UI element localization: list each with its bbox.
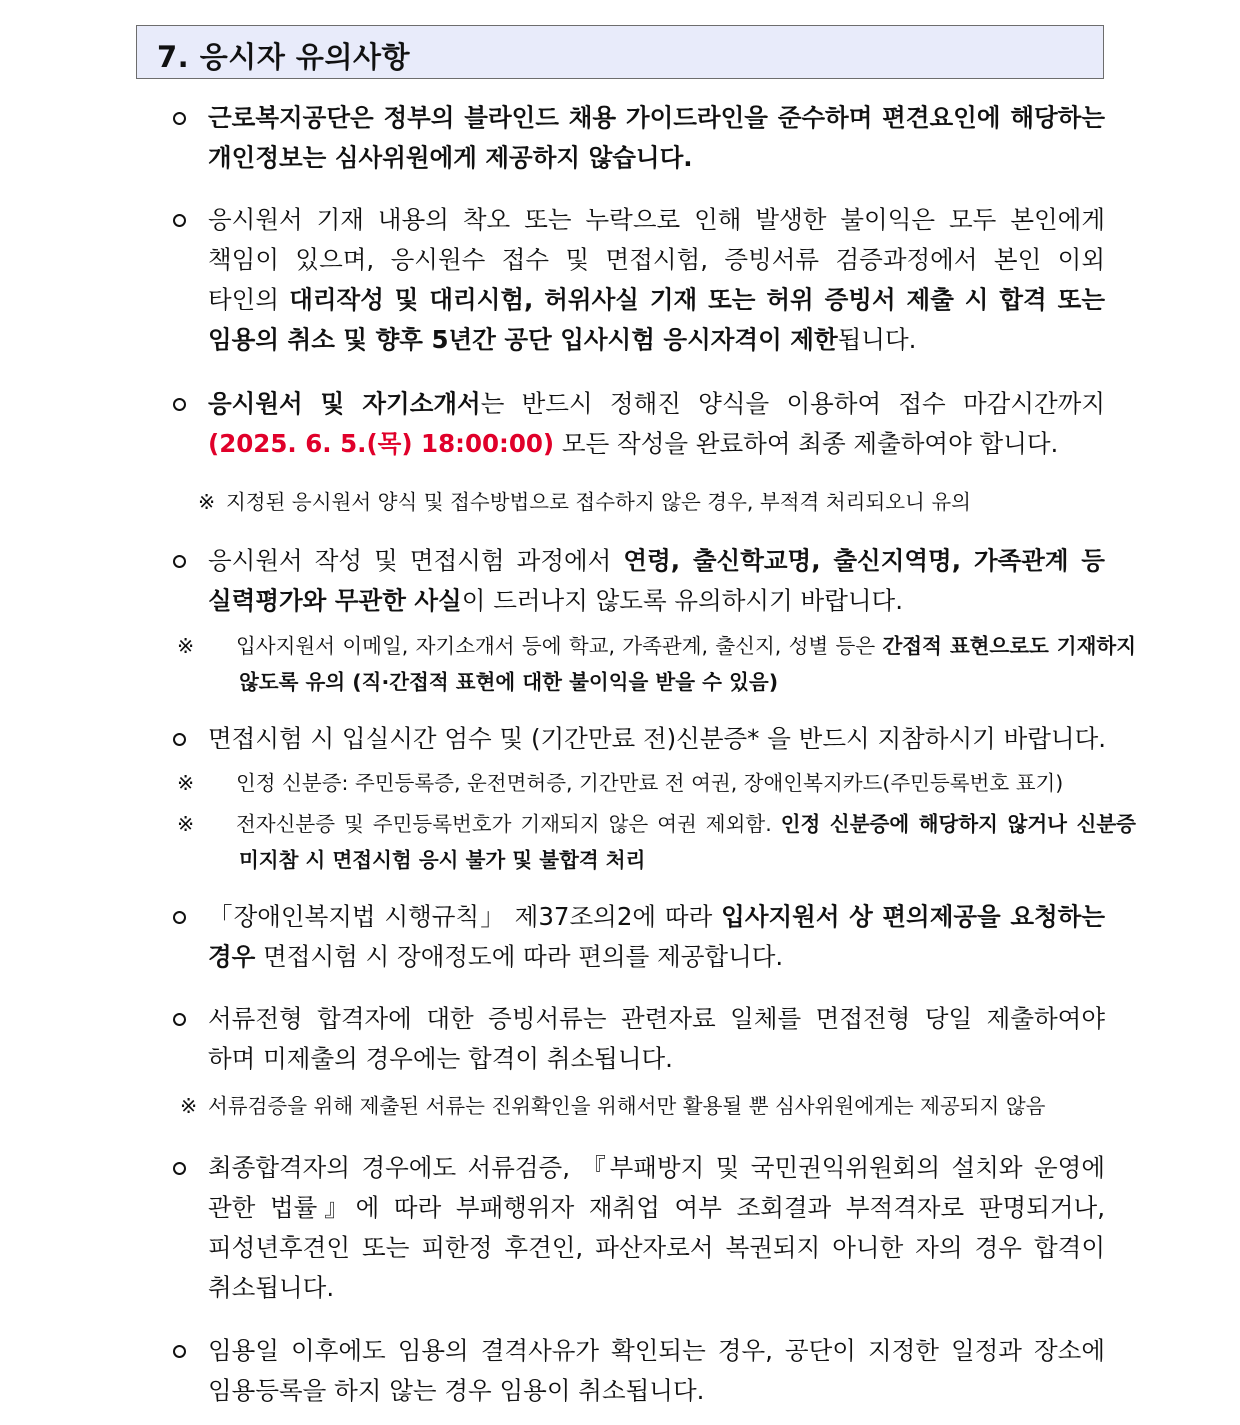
notice-text (208, 200, 1105, 360)
reference-mark: ※ (198, 490, 216, 514)
circle-bullet-icon (173, 555, 186, 568)
notice-text (208, 897, 1105, 977)
plain-text: 전자신분증 및 주민등록번호가 기재되지 않은 여권 제외함. (236, 812, 781, 836)
plain-text: 「장애인복지법 시행규칙」 제37조의2에 따라 (208, 902, 722, 931)
reference-mark: ※ (177, 634, 195, 658)
note-5 (180, 1088, 1100, 1124)
notice-text (208, 98, 1105, 178)
circle-bullet-icon (173, 112, 186, 125)
circle-bullet-icon (173, 1345, 186, 1358)
circle-bullet-icon (173, 214, 186, 227)
note-text (236, 771, 1063, 795)
plain-text: 됩니다. (837, 325, 917, 354)
circle-bullet-icon (173, 1162, 186, 1175)
reference-mark: ※ (177, 812, 195, 836)
circle-bullet-icon (173, 1013, 186, 1026)
note-text (226, 490, 971, 514)
plain-text: 서류검증을 위해 제출된 서류는 진위확인을 위해서만 활용될 뿐 심사위원에게는 제공되지 않음 (208, 1094, 1046, 1118)
section-header (136, 25, 1104, 79)
note-text (236, 812, 1136, 872)
circle-bullet-icon (173, 398, 186, 411)
section-title: 7. 응시자 유의사항 (157, 40, 410, 74)
note-text (236, 634, 1136, 694)
emphasis-text: 응시원서 및 자기소개서 (208, 389, 481, 418)
reference-mark: ※ (180, 1094, 198, 1118)
note-1 (198, 484, 1078, 520)
emphasis-text: 간접적 표현으로도 기재하지 않도록 유의 (직·간접적 표현에 대한 불이익을 받을 수 있음) (239, 634, 1136, 694)
emphasis-text: 입사지원서 상 편의제공을 요청하는 경우 (208, 902, 1105, 971)
note-4 (177, 806, 1136, 878)
notice-text (208, 719, 1105, 759)
note-text (208, 1094, 1045, 1118)
emphasis-text: 근로복지공단은 정부의 블라인드 채용 가이드라인을 준수하며 편견요인에 해당하는 개인정보는 심사위원에게 제공하지 않습니다. (208, 103, 1105, 172)
plain-text: 이 드러나지 않도록 유의하시기 바랍니다. (461, 586, 904, 615)
plain-text: 모든 작성을 완료하여 최종 제출하여야 합니다. (554, 429, 1059, 458)
circle-bullet-icon (173, 911, 186, 924)
notice-text (208, 541, 1105, 621)
note-3 (177, 765, 1136, 801)
notice-text (208, 1148, 1105, 1308)
notice-text (208, 999, 1105, 1079)
circle-bullet-icon (173, 733, 186, 746)
plain-text: 지정된 응시원서 양식 및 접수방법으로 접수하지 않은 경우, 부적격 처리되오니 유의 (226, 490, 971, 514)
emphasis-text: 대리작성 및 대리시험, 허위사실 기재 또는 허위 증빙서 제출 시 합격 또는 임용의 취소 및 향후 5년간 공단 입사시험 응시자격이 제한 (208, 285, 1105, 354)
plain-text: 임용일 이후에도 임용의 결격사유가 확인되는 경우, 공단이 지정한 일정과 장소에 임용등록을 하지 않는 경우 임용이 취소됩니다. (208, 1336, 1105, 1405)
plain-text: 면접시험 시 장애정도에 따라 편의를 제공합니다. (255, 942, 784, 971)
plain-text: 서류전형 합격자에 대한 증빙서류는 관련자료 일체를 면접전형 당일 제출하여야 하며 미제출의 경우에는 합격이 취소됩니다. (208, 1004, 1105, 1073)
reference-mark: ※ (177, 771, 195, 795)
plain-text: 응시원서 작성 및 면접시험 과정에서 (208, 546, 624, 575)
plain-text: 입사지원서 이메일, 자기소개서 등에 학교, 가족관계, 출신지, 성별 등은 (236, 634, 883, 658)
plain-text: 는 반드시 정해진 양식을 이용하여 접수 마감시간까지 (480, 389, 1105, 418)
deadline-highlight: (2025. 6. 5.(목) 18:00:00) (208, 429, 555, 458)
plain-text: 최종합격자의 경우에도 서류검증, 『부패방지 및 국민권익위원회의 설치와 운영에 관한 법률』에 따라 부패행위자 재취업 여부 조회결과 부적격자로 판명되거나, 피성년후견인 또는 피한정 후견인, 파산자로서 복권되지 아니한 자의 경우 합격이 취소됩니다. (208, 1153, 1105, 1302)
plain-text: 응시원서 기재 내용의 착오 또는 누락으로 인해 발생한 불이익은 모두 본인에게 책임이 있으며, 응시원수 접수 및 면접시험, 증빙서류 검증과정에서 본인 이외 타인의 (208, 205, 1105, 314)
notice-text (208, 384, 1105, 464)
note-2 (177, 628, 1136, 700)
notice-text (208, 1331, 1105, 1411)
plain-text: 인정 신분증: 주민등록증, 운전면허증, 기간만료 전 여권, 장애인복지카드(주민등록번호 표기) (236, 771, 1064, 795)
emphasis-text: 연령, 출신학교명, 출신지역명, 가족관계 등 실력평가와 무관한 사실 (208, 546, 1105, 615)
emphasis-text: 인정 신분증에 해당하지 않거나 신분증 미지참 시 면접시험 응시 불가 및 불합격 처리 (239, 812, 1136, 872)
plain-text: 면접시험 시 입실시간 엄수 및 (기간만료 전)신분증* 을 반드시 지참하시기 바랍니다. (208, 724, 1107, 753)
